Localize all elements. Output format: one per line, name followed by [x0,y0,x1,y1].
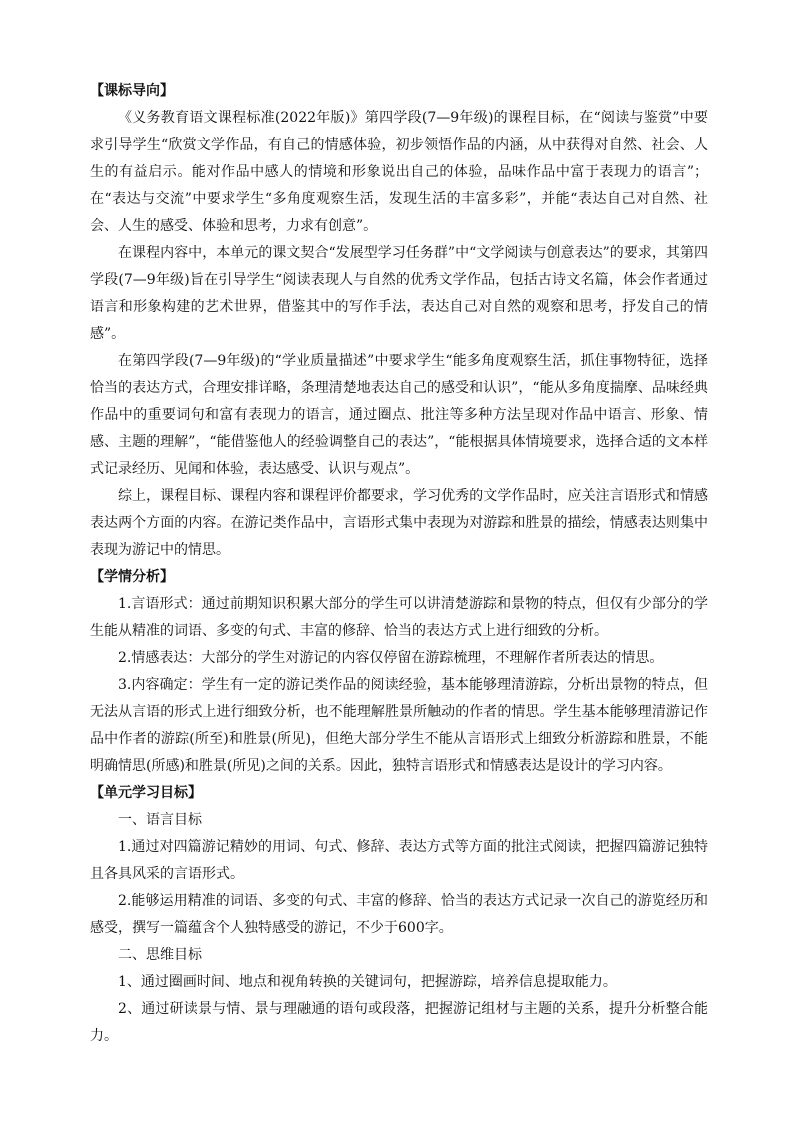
section-heading-standards: 【课标导向】 [90,83,174,99]
language-goal-1: 1.通过对四篇游记精妙的用词、句式、修辞、表达方式等方面的批注式阅读，把握四篇游记独特且各具风采的言语形式。 [90,839,708,882]
analysis-paragraph-2: 2.情感表达：大部分的学生对游记的内容仅停留在游踪梳理，不理解作者所表达的情思。 [118,650,664,666]
thinking-goal-2: 2、通过研读景与情、景与理融通的语句或段落，把握游记组材与主题的关系，提升分析整合能力。 [90,1001,708,1044]
goals-subheading-language: 一、语言目标 [118,812,202,828]
standards-paragraph-4: 综上，课程目标、课程内容和课程评价都要求，学习优秀的文学作品时，应关注言语形式和情感表达两个方面的内容。在游记类作品中，言语形式集中表现为对游踪和胜景的描绘，情感表达则集中表现为游记中的情思。 [90,488,708,558]
analysis-paragraph-3: 3.内容确定：学生有一定的游记类作品的阅读经验，基本能够理清游踪，分析出景物的特点，但无法从言语的形式上进行细致分析，也不能理解胜景所触动的作者的情思。学生基本能够理清游记作品中作者的游踪(所至)和胜景(所见)，但绝大部分学生不能从言语形式上细致分析游踪和胜景，不能明确情思(所感)和胜景(所见)之间的关系。因此，独特言语形式和情感表达是设计的学习内容。 [90,677,708,774]
standards-paragraph-1: 《义务教育语文课程标准(2022年版)》第四学段(7—9年级)的课程目标，在“阅读与鉴赏”中要求引导学生“欣赏文学作品，有自己的情感体验，初步领悟作品的内涵，从中获得对自然、社会、人生的有益启示。能对作品中感人的情境和形象说出自己的体验，品味作品中富于表现力的语言”；在“表达与交流”中要求学生“多角度观察生活，发现生活的丰富多彩”，并能“表达自己对自然、社会、人生的感受、体验和思考，力求有创意”。 [90,110,708,234]
language-goal-2: 2.能够运用精准的词语、多变的句式、丰富的修辞、恰当的表达方式记录一次自己的游览经历和感受，撰写一篇蕴含个人独特感受的游记，不少于600字。 [90,893,708,936]
goals-subheading-thinking: 二、思维目标 [118,947,202,963]
standards-paragraph-3: 在第四学段(7—9年级)的“学业质量描述”中要求学生“能多角度观察生活，抓住事物特征，选择恰当的表达方式，合理安排详略，条理清楚地表达自己的感受和认识”，“能从多角度揣摩、品味经典作品中的重要词句和富有表现力的语言，通过圈点、批注等多种方法呈现对作品中语言、形象、情感、主题的理解”，“能借鉴他人的经验调整自己的表达”，“能根据具体情境要求，选择合适的文本样式记录经历、见闻和体验，表达感受、认识与观点”。 [90,353,708,477]
thinking-goal-1: 1、通过圈画时间、地点和视角转换的关键词句，把握游踪，培养信息提取能力。 [118,974,617,990]
section-heading-goals: 【单元学习目标】 [90,785,202,801]
document-page [90,78,708,1050]
section-heading-analysis: 【学情分析】 [90,569,174,585]
analysis-paragraph-1: 1.言语形式：通过前期知识积累大部分的学生可以讲清楚游踪和景物的特点，但仅有少部分的学生能从精准的词语、多变的句式、丰富的修辞、恰当的表达方式上进行细致的分析。 [90,596,708,639]
standards-paragraph-2: 在课程内容中，本单元的课文契合“发展型学习任务群”中“文学阅读与创意表达”的要求，其第四学段(7—9年级)旨在引导学生“阅读表现人与自然的优秀文学作品，包括古诗文名篇，体会作者通过语言和形象构建的艺术世界，借鉴其中的写作手法，表达自己对自然的观察和思考，抒发自己的情感”。 [90,245,708,342]
